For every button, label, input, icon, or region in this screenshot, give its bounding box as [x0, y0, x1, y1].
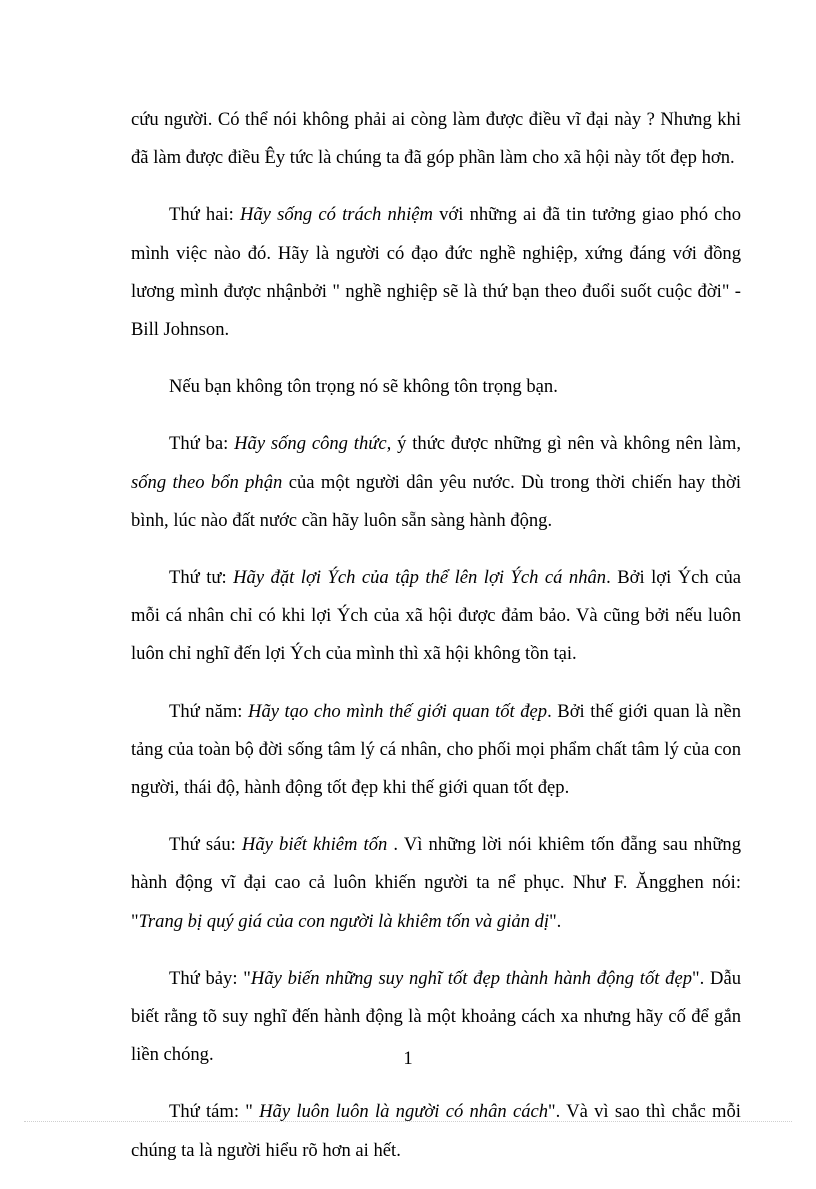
paragraph-text: cứu người. Có thể nói không phải ai còng làm được điều vĩ đại này ? Nhưng khi đã làm được điều Êy tức là chúng ta đã góp phần làm cho xã hội này tốt đẹp hơn.	[131, 109, 741, 169]
page-bottom-divider	[24, 1121, 792, 1122]
emphasis-text: Hãy luôn luôn là người có nhân cách	[259, 1101, 549, 1123]
emphasis-text: Hãy tạo cho mình thế giới quan tốt đẹp	[248, 700, 548, 722]
emphasis-text: Hãy biến những suy nghĩ tốt đẹp thành hành động tốt đẹp	[250, 967, 693, 989]
paragraph-text: . Bởi thế giới quan là nền tảng của toàn bộ đời sống tâm lý cá nhân, cho phối mọi phẩm chất tâm lý của con người, thái độ, hành động tốt đẹp khi thế giới quan tốt đẹp.	[131, 700, 742, 799]
emphasis-text: Trang bị quý giá của con người là khiêm tốn và giản dị	[138, 910, 550, 932]
emphasis-text: Hãy sống có trách nhiệm	[239, 204, 433, 226]
paragraph-text: Thứ bảy: "	[169, 967, 251, 989]
paragraph-text: Thứ tám: "	[169, 1101, 260, 1123]
paragraph-text: ". Và vì sao thì chắc mỗi chúng ta là người hiểu rõ hơn ai hết.	[131, 1101, 741, 1161]
body-paragraph	[131, 101, 741, 177]
page-number: 1	[403, 1048, 413, 1069]
paragraph-text: . Vì những lời nói khiêm tốn đẵng sau những hành động vĩ đại cao cả luôn khiến người ta nể phục. Như F. Ăngghen nói: "	[131, 834, 741, 932]
body-paragraph	[131, 196, 741, 349]
body-paragraph	[131, 559, 741, 674]
paragraph-text: Thứ năm:	[169, 700, 249, 722]
paragraph-text: ý thức được những gì nên và không nên làm,	[391, 433, 741, 455]
body-paragraph	[131, 425, 741, 540]
emphasis-text: Hãy sống công thức,	[234, 433, 392, 455]
emphasis-text: sống theo bổn phận	[131, 471, 283, 493]
body-paragraph	[131, 693, 741, 808]
emphasis-text: Hãy biết khiêm tốn	[241, 834, 388, 856]
paragraph-text: Thứ ba:	[169, 433, 235, 455]
paragraph-text: ".	[549, 910, 562, 932]
document-body	[131, 101, 741, 1189]
paragraph-text: Thứ hai:	[169, 204, 240, 226]
body-paragraph	[131, 1093, 741, 1169]
paragraph-text: Nếu bạn không tôn trọng nó sẽ không tôn trọng bạn.	[169, 376, 558, 398]
paragraph-text: Thứ sáu:	[169, 834, 242, 856]
body-paragraph	[131, 368, 741, 406]
paragraph-text: . Bởi lợi Ých của mỗi cá nhân chỉ có khi lợi Ých của xã hội được đảm bảo. Và cũng bởi nếu luôn luôn chỉ nghĩ đến lợi Ých của mình thì xã hội không tồn tại.	[131, 567, 741, 665]
paragraph-text: ". Dẫu biết rằng tõ suy nghĩ đến hành động là một khoảng cách xa nhưng hãy cố để gắn liền chóng.	[131, 967, 741, 1066]
paragraph-text: Thứ tư:	[169, 567, 234, 589]
body-paragraph	[131, 826, 741, 941]
paragraph-text: của một người dân yêu nước. Dù trong thời chiến hay thời bình, lúc nào đất nước cần hãy luôn sẵn sàng hành động.	[131, 471, 741, 531]
paragraph-text: với những ai đã tin tưởng giao phó cho mình việc nào đó. Hãy là người có đạo đức nghề nghiệp, xứng đáng với đồng lương mình được nhậnbởi " nghề nghiệp sẽ là thứ bạn theo đuổi suốt cuộc đời" - Bill Johnson.	[131, 204, 741, 341]
emphasis-text: Hãy đặt lợi Ých của tập thể lên lợi Ých cá nhân	[233, 567, 607, 589]
